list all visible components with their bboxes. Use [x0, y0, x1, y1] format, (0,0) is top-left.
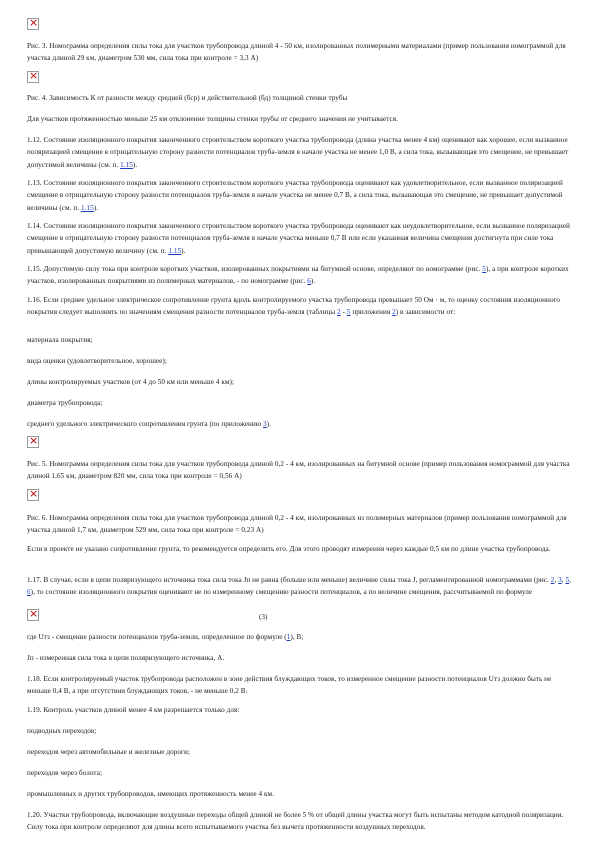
paragraph-1-20: 1.20. Участки трубопровода, включающие воздушные переходы общей длиной не более 5 % от общей длины участка могут быть испытаны методом катодной поляризации. Силу тока при контроле определяют для длины всего испытываемого участка без вычета протяженности воздушных переходов. [27, 811, 564, 832]
figure-5-caption: Рис. 5. Номограмма определения силы тока для участков трубопровода длиной 0,2 - 4 км, изолированных на битумной основе (пример пользования номограммой для участка длиной 1,65 км, диаметром 820 мм, сила тока при контроле = 0,56 А) [27, 460, 570, 481]
list-item-road-crossings: переходов через автомобильные и железные дороги; [27, 748, 190, 756]
equation-number: (3) [259, 613, 268, 621]
paragraph-text: 1.15. Допустимую силу тока при контроле коротких участков, изолированных покрытиями на битумной основе, определяют по номограмме (рис. [27, 265, 483, 273]
paragraph-1-17 [27, 574, 575, 599]
paragraph-where-utz [27, 631, 575, 643]
paragraph-1-15 [27, 263, 575, 288]
paragraph-text: приложения [350, 308, 393, 317]
list-item-industrial-pipelines: промышленных и других трубопроводов, имеющих протяженность менее 4 км. [27, 790, 274, 798]
broken-image-icon [27, 489, 39, 501]
paragraph-text: 1.14. Состояние изоляционного покрытия законченного строительством короткого участка трубопровода оценивают как неудовлетворительное, если вызванное поляризацией смещение в отрицательную сторону разности потенциалов труба-земля в начале участка меньше 0,7 В или если указанная величина смещения достигнута при силе тока превышающей допустимую величину (см. п. [27, 222, 570, 255]
paragraph-text: , [561, 576, 566, 584]
paragraph-text: - [340, 308, 347, 317]
paragraph-text: ). [181, 246, 186, 255]
paragraph-text: ). [310, 277, 316, 286]
paragraph-1-16 [27, 294, 575, 319]
figure-3-caption: Рис. 3. Номограмма определения силы тока для участков трубопровода длиной 4 - 50 км, изолированных полимерными материалами (пример пользования номограммой для участка длиной 29 км, диаметром 530 мм, сила тока при контроле = 3,3 А) [27, 42, 566, 63]
link-appendix-3[interactable]: 3 [263, 420, 267, 428]
link-figure-3[interactable]: 3 [558, 576, 562, 584]
list-item-assessment-type: вида оценки (удовлетворительное, хорошее); [27, 357, 167, 365]
paragraph-text: ), то состояние изоляционного покрытия оценивают не по измеренному смещению разности потенциалов, а по величине смещения, рассчитываемой по формуле [30, 588, 533, 597]
paragraph-text: ), а при контроле коротких участков, изолированных покрытиями из полимерных материалов, - по номограмме (рис. [27, 265, 569, 286]
link-formula-1[interactable]: 1 [286, 633, 291, 641]
paragraph-text: , [569, 576, 571, 584]
paragraph-1-18: 1.18. Если контролируемый участок трубопровода расположен в зоне действия блуждающих токов, то измеренное смещение разности потенциалов Uтз должно быть не меньше 0,4 В, а при отсутствии блуждающих токов, - не меньше 0,2 В. [27, 675, 552, 696]
list-item-pipe-diameter: диаметра трубопровода; [27, 399, 103, 407]
paragraph-text: где Uтз - смещение разности потенциалов труба-земли, определенное по формуле ( [27, 633, 287, 641]
paragraph-text: среднего удельного электрического сопротивления грунта (по приложению [27, 420, 264, 428]
broken-image-icon [27, 71, 39, 83]
broken-image-icon [27, 18, 39, 30]
figure-6-caption: Рис. 6. Номограмма определения силы тока для участков трубопровода длиной 0,2 - 4 км, изолированных из полимерных материалов (пример пользования номограммой для участка длиной 1,7 км, диаметром 529 мм, сила тока при контроле = 0,23 А) [27, 514, 567, 535]
link-figure-2[interactable]: 2 [550, 576, 555, 584]
link-clause-1-15[interactable]: 1.15 [80, 203, 94, 212]
paragraph-1-13 [27, 177, 575, 214]
list-item-soil-resistivity [27, 418, 575, 430]
link-clause-1-15[interactable]: 1.15 [120, 160, 133, 169]
paragraph-1-14 [27, 220, 575, 257]
link-figure-5[interactable]: 5 [565, 576, 570, 584]
paragraph-text: ) в зависимости от: [395, 308, 456, 317]
list-item-coating-material: материала покрытия; [27, 336, 93, 344]
link-table-2[interactable]: 2 [337, 308, 341, 317]
list-item-swamp-crossings: переходов через болота; [27, 769, 102, 777]
link-figure-5[interactable]: 5 [482, 265, 486, 273]
link-appendix-2[interactable]: 2 [392, 308, 396, 317]
paragraph-jp: Jп - измеренная сила тока в цепи поляризующего источника, А. [27, 654, 225, 662]
paragraph-text: 1.17. В случае, если в цепи поляризующего источника тока сила тока Jп не равна (больше или меньше) величине силы тока J, регламентированной номограммами (рис. [27, 576, 551, 584]
link-clause-1-15[interactable]: 1.15 [168, 246, 182, 255]
link-figure-6[interactable]: 6 [307, 277, 311, 286]
figure-4-caption: Рис. 4. Зависимость К от разности между средней (бср) и действительной (бд) толщиной стенки трубы [27, 94, 348, 102]
paragraph-text: ), В; [290, 633, 304, 641]
list-item-section-length: длины контролируемых участков (от 4 до 50 км или меньше 4 км); [27, 378, 234, 386]
paragraph-text: ). [93, 203, 99, 212]
paragraph-text: ). [132, 160, 138, 169]
paragraph-soil-resistance: Если в проекте не указано сопротивление грунта, то рекомендуется определить его. Для этого проводят измерения через каждые 0,5 км по длине участка трубопровода. [27, 545, 551, 553]
broken-image-icon [27, 436, 39, 448]
paragraph-text: 1.16. Если среднее удельное электрическое сопротивление грунта вдоль контролируемого участка трубопровода превышает 50 Ом · м, то оценку состояния изоляционного покрытия следует выполнять по значениям смещения разности потенциалов труба-земля (таблицы [27, 296, 561, 317]
link-table-5[interactable]: 5 [346, 308, 351, 317]
paragraph-1-19: 1.19. Контроль участков длиной менее 4 км разрешается только для: [27, 706, 240, 714]
link-figure-6[interactable]: 6 [27, 588, 31, 597]
paragraph-text: 1.13. Состояние изоляционного покрытия законченного строительством короткого участка трубопровода оценивают как удовлетворительное, если вызванное поляризацией смещение в отрицательную сторону разности потенциалов труба-земля в начале участка не менее 0,7 В, а сила тока, вызывающая это смещение, не превышает допустимой величины (см. п. [27, 179, 563, 212]
paragraph-text: , [554, 576, 559, 584]
paragraph-text: ). [266, 420, 272, 428]
broken-image-icon [27, 609, 39, 621]
paragraph-text: 1.12. Состояние изоляционного покрытия законченного строительством короткого участка трубопровода (длина участка менее 4 км) оценивают как хорошее, если вызванное поляризацией смещение в отрицательную сторону разности потенциалов труба-земля в начале участка не менее 1,0 В, а сила тока, вызывающая это смещение, не превышает допустимой величины (см. п. [27, 136, 569, 169]
list-item-underwater-crossings: подводных переходов; [27, 727, 97, 735]
paragraph-1-12 [27, 134, 575, 171]
paragraph-short-pipes: Для участков протяженностью меньше 25 км отклонение толщины стенки трубы от среднего значения не учитывается. [27, 115, 398, 123]
